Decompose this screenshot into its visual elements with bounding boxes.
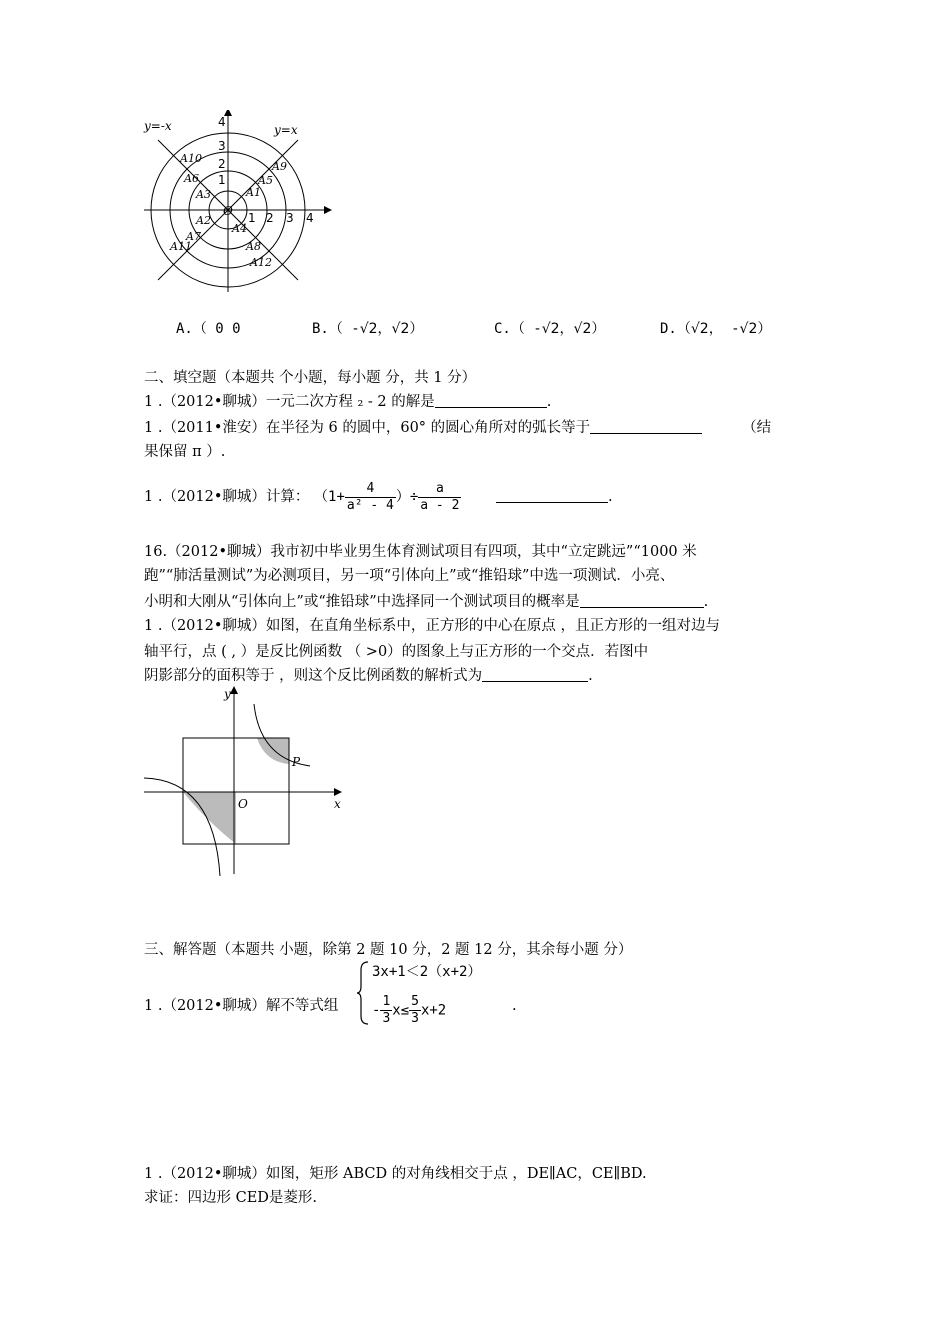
tick-label: 2 — [266, 211, 274, 225]
point-label: A5 — [258, 174, 273, 187]
section3-heading: 三、解答题（本题共 小题，除第 2 题 10 分，2 题 12 分，其余每小题 分） — [144, 942, 633, 958]
fill-question-4-line3: 小明和大刚从“引体向上”或“推铅球”中选择同一个测试项目的概率是 . — [144, 594, 709, 610]
point-label: A4 — [232, 222, 247, 235]
answer-blank[interactable] — [482, 667, 588, 682]
origin-label: O — [238, 797, 248, 811]
answer-blank[interactable] — [496, 488, 608, 503]
option-d: D.（√2， -√2） — [660, 321, 772, 337]
fill-question-5-line1: 1 .（2012•聊城）如图，在直角坐标系中，正方形的中心在原点 ，且正方形的一组对边与 — [144, 618, 721, 634]
y-axis-label: y — [224, 687, 231, 701]
tick-label: 3 — [218, 139, 226, 153]
option-b: B.（ -√2，√2） — [312, 321, 424, 337]
x-axis-label: x — [334, 797, 341, 811]
concentric-circles-figure — [140, 110, 340, 300]
answer-blank[interactable] — [590, 419, 702, 434]
tick-label: 4 — [306, 211, 314, 225]
point-label: A2 — [196, 214, 211, 227]
line-label-left: y=-x — [144, 119, 172, 133]
tick-label: 4 — [218, 115, 226, 129]
fill-question-4-line2: 跑”“肺活量测试”为必测项目，另一项“引体向上”或“推铅球”中选一项测试．小亮、 — [144, 568, 675, 584]
section2-heading: 二、填空题（本题共 个小题，每小题 分，共 1 分） — [144, 370, 477, 386]
inequality-1: 3x+1＜2（x+2） — [372, 964, 482, 980]
point-label: A1 — [246, 186, 261, 199]
point-label: A10 — [180, 152, 202, 165]
point-p-label: P — [292, 755, 301, 769]
fraction: $\frac{4}{\text{a² - 4}}$ — [346, 480, 394, 513]
fraction: $\frac{a}{a - 2}$ — [420, 480, 460, 513]
tick-label: 2 — [218, 157, 226, 171]
inequality-2: - $\frac{1}{3}$ x≤ $\frac{5}{3}$ x+2 — [372, 994, 447, 1026]
point-label: A12 — [250, 256, 272, 269]
answer-blank[interactable] — [580, 593, 704, 608]
square-hyperbola-figure — [140, 684, 350, 884]
point-label: A3 — [196, 188, 211, 201]
brace-icon — [356, 960, 370, 1026]
fill-question-4-line1: 16.（2012•聊城）我市初中毕业男生体育测试项目有四项，其中“立定跳远”“1000 米 — [144, 544, 697, 560]
origin-label: O — [223, 204, 233, 218]
point-label: A8 — [246, 240, 261, 253]
point-label: A6 — [184, 172, 199, 185]
tick-label: 3 — [286, 211, 294, 225]
fill-question-5-line2: 轴平行，点 ( , ）是反比例函数 （ >0）的图象上与正方形的一个交点．若图中 — [144, 644, 649, 660]
option-a: A.（ 0 0 — [176, 321, 241, 337]
question-end-dot: . — [512, 998, 517, 1014]
solve-question-2-line2: 求证：四边形 CED是菱形. — [144, 1190, 318, 1206]
fill-question-2: 1 .（2011•淮安）在半径为 6 的圆中，60° 的圆心角所对的弧长等于 （结 — [144, 420, 772, 436]
fill-question-1: 1 .（2012•聊城）一元二次方程 ₂ - 2 的解是 . — [144, 394, 552, 410]
point-label: A7 — [186, 230, 201, 243]
solve-question-2-line1: 1 .（2012•聊城）如图，矩形 ABCD 的对角线相交于点 ，DE∥AC，CE∥BD. — [144, 1166, 647, 1182]
fill-question-2-line2: 果保留 π ）. — [144, 444, 226, 460]
tick-label: 1 — [218, 173, 226, 187]
fill-question-3: 1 .（2012•聊城）计算： （1+ $\frac{4}{\text{a² - 4}}$ ）÷ $\frac{a}{a - 2}$ . — [144, 480, 613, 513]
solve-question-1: 1 .（2012•聊城）解不等式组 — [144, 998, 339, 1014]
tick-label: 1 — [248, 211, 256, 225]
fill-question-5-line3: 阴影部分的面积等于 ，则这个反比例函数的解析式为 . — [144, 668, 593, 684]
line-label-right: y=x — [274, 123, 298, 137]
option-c: C.（ -√2，√2） — [494, 321, 606, 337]
point-label: A11 — [170, 240, 192, 253]
point-label: A9 — [272, 160, 287, 173]
answer-blank[interactable] — [435, 393, 547, 408]
